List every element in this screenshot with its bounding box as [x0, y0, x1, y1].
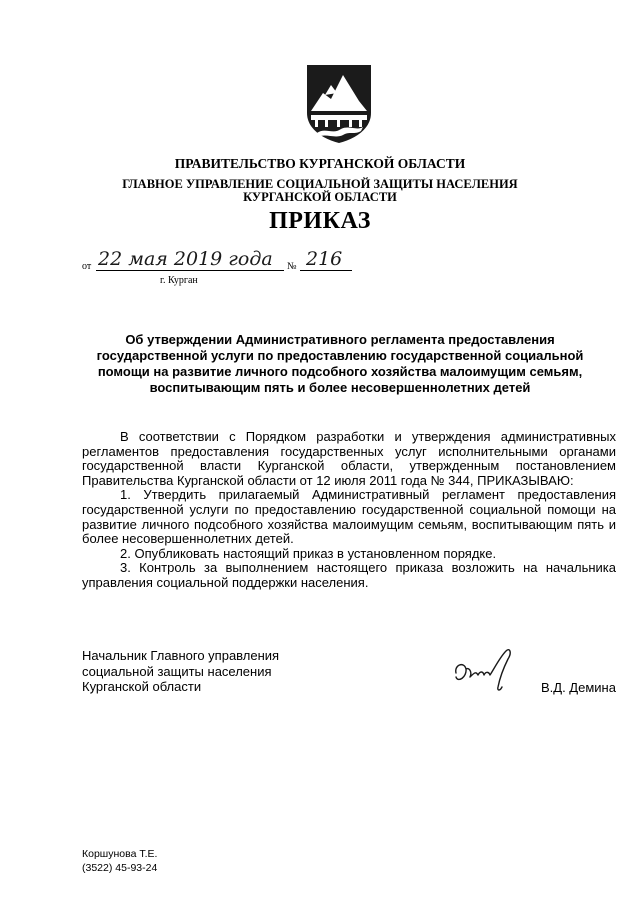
order-number-handwritten: 216: [306, 248, 343, 270]
executor-name: Коршунова Т.Е.: [82, 848, 158, 860]
order-date-handwritten: 22 мая 2019 года: [98, 248, 273, 270]
department-region: КУРГАНСКОЙ ОБЛАСТИ: [243, 190, 397, 204]
order-body: [82, 430, 616, 591]
order-subject: [70, 332, 610, 396]
item-3-line: управления социальной поддержки населения.: [82, 574, 369, 590]
position-line: Начальник Главного управления: [82, 648, 280, 663]
item-1-line: развитие личного подсобного хозяйства малоимущим семьям, воспитывающим пять и: [82, 516, 616, 532]
government-name: ПРАВИТЕЛЬСТВО КУРГАНСКОЙ ОБЛАСТИ: [174, 156, 466, 171]
date-from-label: от: [82, 261, 92, 272]
position-line: Курганской области: [82, 679, 202, 694]
document-title: ПРИКАЗ: [269, 208, 371, 234]
item-1-line: государственной услуги по предоставлению государственной социальной помощи на: [82, 501, 616, 517]
number-label: №: [287, 261, 297, 272]
executor-phone: (3522) 45-93-24: [82, 861, 158, 874]
subject-line: помощи на развитие личного подсобного хозяйства малоимущим семьям,: [97, 364, 583, 379]
department-name: ГЛАВНОЕ УПРАВЛЕНИЕ СОЦИАЛЬНОЙ ЗАЩИТЫ НАСЕЛЕНИЯ: [122, 177, 518, 191]
handwritten-signature: [450, 647, 522, 695]
date-underline: [96, 270, 284, 271]
subject-line: воспитывающим пять и более несовершеннолетних детей: [149, 380, 531, 395]
signatory-name: В.Д. Демина: [541, 680, 616, 695]
coat-of-arms-emblem: [303, 63, 375, 145]
item-2-line: 2. Опубликовать настоящий приказ в установленном порядке.: [120, 545, 497, 561]
item-3-line: 3. Контроль за выполнением настоящего приказа возложить на начальника: [120, 560, 616, 576]
position-line: социальной защиты населения: [82, 663, 272, 679]
executor-contact: [82, 848, 157, 875]
subject-line: Об утверждении Административного регламента предоставления: [125, 332, 555, 347]
preamble-line: В соответствии с Порядком разработки и утверждения административных: [120, 429, 616, 444]
preamble-line: государственной власти Курганской области, утвержденным постановлением: [82, 458, 616, 474]
city-name: г. Курган: [160, 275, 198, 286]
preamble-line: Правительства Курганской области от 12 июля 2011 года № 344, ПРИКАЗЫВАЮ:: [82, 472, 574, 488]
number-underline: [300, 270, 352, 271]
signatory-position: [82, 648, 279, 695]
preamble-line: регламентов предоставления государственных услуг исполнительными органами: [82, 443, 616, 459]
item-1-line: более несовершеннолетних детей.: [82, 531, 294, 547]
item-1-line: 1. Утвердить прилагаемый Административный регламент предоставления: [120, 487, 616, 503]
subject-line: государственной услуги по предоставлению государственной социальной: [96, 348, 584, 363]
